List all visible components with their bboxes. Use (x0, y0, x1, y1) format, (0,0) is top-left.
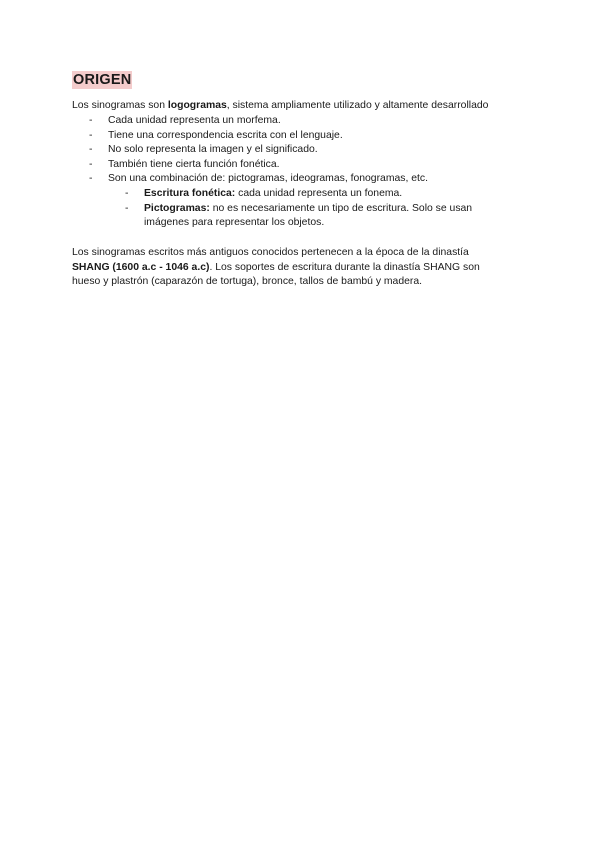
bullet-dash: - (89, 173, 93, 185)
bullet-dash: - (89, 144, 93, 156)
history-line-1: Los sinogramas escritos más antiguos conocidos pertenecen a la época de la dinastía (72, 247, 469, 258)
bullet-dash: - (89, 129, 93, 141)
feature-list (89, 114, 472, 231)
sub-list (125, 187, 472, 231)
dynasty-bold: SHANG (1600 a.c - 1046 a.c) (72, 261, 210, 273)
list-item-text: Son una combinación de: pictogramas, ideogramas, fonogramas, etc. (108, 173, 428, 185)
list-item-text: No solo representa la imagen y el significado. (108, 144, 318, 156)
bullet-dash: - (125, 187, 129, 199)
history-line-3: hueso y plastrón (caparazón de tortuga), bronce, tallos de bambú y madera. (72, 276, 423, 288)
intro-text-end: , sistema ampliamente utilizado y altamente desarrollado (226, 100, 489, 111)
intro-text-start: Los sinogramas son (72, 100, 168, 111)
sub-item-term: Pictogramas: (144, 202, 210, 214)
bullet-dash: - (125, 202, 129, 214)
list-item-text: También tiene cierta función fonética. (108, 158, 280, 170)
sub-list-item (125, 187, 472, 202)
history-line-2: . Los soportes de escritura durante la dinastía SHANG son (209, 261, 480, 273)
sub-list-item (125, 202, 472, 231)
sub-item-term: Escritura fonética: (144, 187, 236, 199)
sub-item-text: no es necesariamente un tipo de escritura. Solo se usan (209, 202, 473, 214)
history-paragraph (72, 246, 480, 290)
sub-item-text-continued: imágenes para representar los objetos. (144, 217, 325, 229)
list-item (89, 158, 472, 173)
sub-item-text: cada unidad representa un fonema. (235, 187, 403, 199)
bullet-dash: - (89, 115, 93, 126)
list-item (89, 172, 472, 230)
intro-paragraph (72, 99, 488, 114)
list-item (89, 114, 472, 129)
list-item (89, 129, 472, 144)
bullet-dash: - (89, 158, 93, 170)
list-item-text: Tiene una correspondencia escrita con el lenguaje. (108, 129, 343, 141)
intro-bold-term: logogramas (167, 100, 227, 111)
list-item (89, 143, 472, 158)
section-heading: ORIGEN (73, 72, 132, 88)
list-item-text: Cada unidad representa un morfema. (108, 115, 281, 126)
